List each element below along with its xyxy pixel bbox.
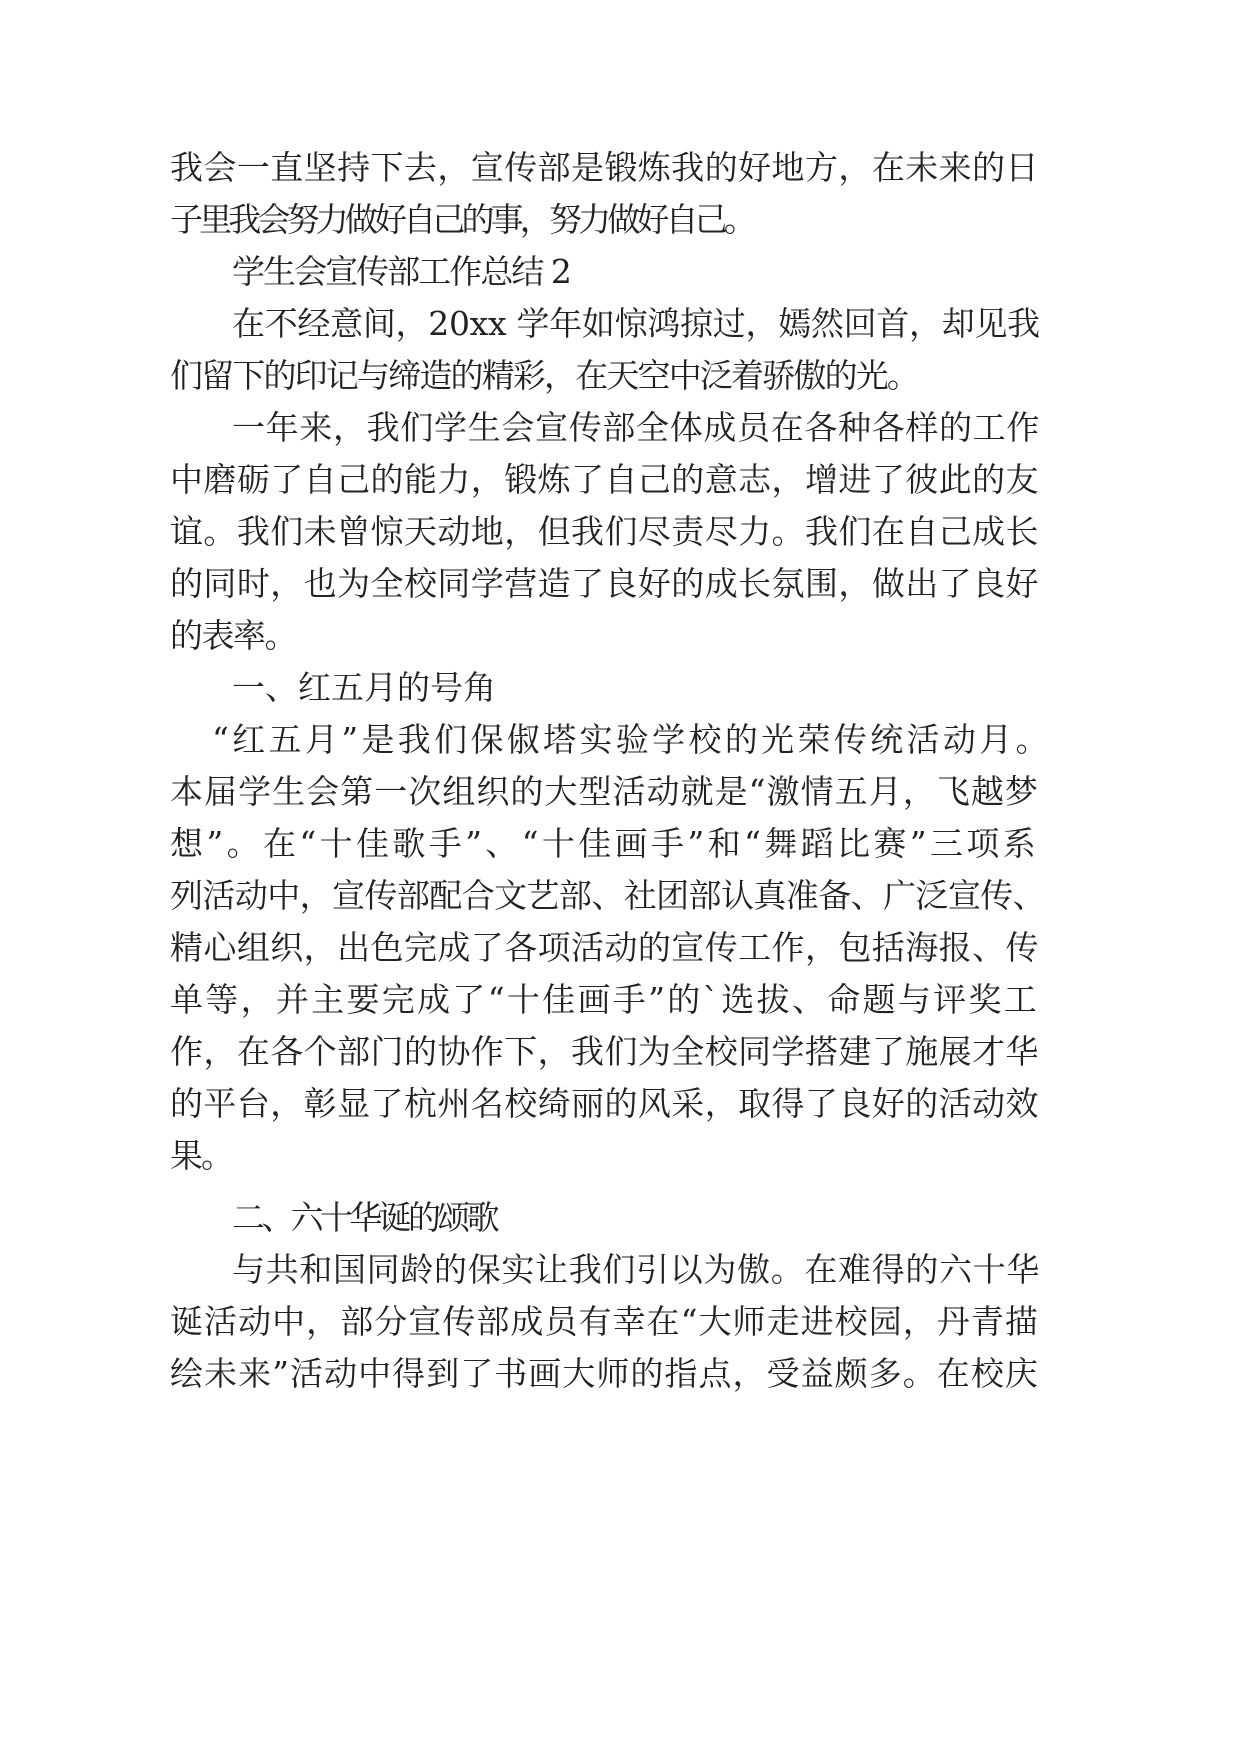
- line-text: 们留下的印记与缔造的精彩，在天空中泛着骄傲的光。: [170, 356, 919, 395]
- line-text: 子里我会努力做好自己的事，努力做好自己。: [170, 200, 754, 239]
- body-line-16: [0, 918, 1241, 978]
- body-line-17: [0, 970, 1241, 1030]
- line-text: 一、红五月的号角: [232, 668, 496, 707]
- section-heading-1: [0, 658, 1241, 718]
- body-line-12: [0, 710, 1241, 770]
- line-text: 与共和国同龄的保实让我们引以为傲。在难得的六十华: [232, 1250, 1041, 1289]
- line-text: 单等，并主要完成了“十佳画手”的`选拔、命题与评奖工: [170, 980, 1040, 1019]
- body-line-23: [0, 1292, 1241, 1352]
- line-text: 一年来，我们学生会宣传部全体成员在各种各样的工作: [232, 408, 1041, 447]
- body-line-4: [0, 294, 1241, 354]
- line-text: 想”。在“十佳歌手”、“十佳画手”和“舞蹈比赛”三项系: [170, 824, 1040, 863]
- line-text: 果。: [170, 1136, 232, 1175]
- line-text: 诞活动中，部分宣传部成员有幸在“大师走进校园，丹青描: [170, 1302, 1039, 1341]
- line-text: 的表率。: [170, 616, 296, 655]
- body-line-20: [0, 1126, 1241, 1186]
- body-line-22: [0, 1240, 1241, 1300]
- body-line-10: [0, 606, 1241, 666]
- body-line-1: [0, 138, 1241, 198]
- body-line-8: [0, 502, 1241, 562]
- line-text: 精心组织，出色完成了各项活动的宣传工作，包括海报、传: [170, 928, 1039, 967]
- line-text: 列活动中，宣传部配合文艺部、社团部认真准备、广泛宣传、: [170, 876, 1046, 915]
- body-line-24: [0, 1344, 1241, 1404]
- body-line-14: [0, 814, 1241, 874]
- line-text: 学生会宣传部工作总结 2: [232, 252, 570, 291]
- line-text: 在不经意间，20xx 学年如惊鸿掠过，嫣然回首，却见我: [232, 304, 1040, 343]
- line-text: 的同时，也为全校同学营造了良好的成长氛围，做出了良好: [170, 564, 1039, 603]
- body-line-7: [0, 450, 1241, 510]
- body-line-9: [0, 554, 1241, 614]
- section-title-2: [0, 242, 1241, 302]
- line-text: 谊。我们未曾惊天动地，但我们尽责尽力。我们在自己成长: [170, 512, 1039, 551]
- line-text: 二、六十华诞的颂歌: [232, 1198, 496, 1237]
- body-line-15: [0, 866, 1241, 926]
- line-text: 中磨砺了自己的能力，锻炼了自己的意志，增进了彼此的友: [170, 460, 1039, 499]
- body-line-5: [0, 346, 1241, 406]
- body-line-19: [0, 1074, 1241, 1134]
- section-heading-2: [0, 1188, 1241, 1248]
- line-text: 我会一直坚持下去，宣传部是锻炼我的好地方，在未来的日: [170, 148, 1039, 187]
- line-text: 绘未来”活动中得到了书画大师的指点，受益颇多。在校庆: [170, 1354, 1039, 1393]
- line-text: 作，在各个部门的协作下，我们为全校同学搭建了施展才华: [170, 1032, 1039, 1071]
- line-text: “红五月”是我们保俶塔实验学校的光荣传统活动月。: [212, 720, 1052, 759]
- body-line-2: [0, 190, 1241, 250]
- body-line-18: [0, 1022, 1241, 1082]
- line-text: 的平台，彰显了杭州名校绮丽的风采，取得了良好的活动效: [170, 1084, 1039, 1123]
- body-line-13: [0, 762, 1241, 822]
- body-line-6: [0, 398, 1241, 458]
- line-text: 本届学生会第一次组织的大型活动就是“激情五月，飞越梦: [170, 772, 1039, 811]
